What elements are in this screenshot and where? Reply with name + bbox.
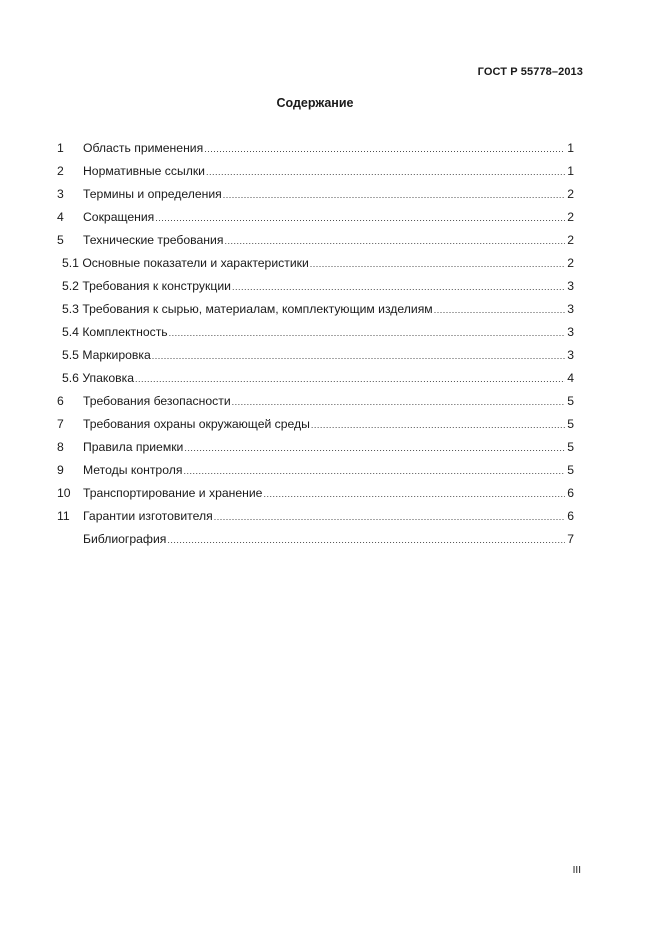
toc-leader-dots [214,512,565,522]
toc-entry-number: 1 [57,141,64,155]
toc-leader-dots [311,420,565,430]
toc-entry[interactable] [57,440,574,463]
toc-entry-page: 4 [567,371,574,385]
table-of-contents [57,141,574,555]
toc-entry-page: 1 [567,164,574,178]
toc-entry-number: 3 [57,187,64,201]
toc-entry-page: 5 [567,463,574,477]
toc-entry-label: Сокращения [83,210,155,224]
toc-entry-label: Область применения [83,141,204,155]
toc-entry-page: 3 [567,325,574,339]
toc-entry-page: 1 [567,141,574,155]
toc-entry-label: 5.3 Требования к сырью, материалам, комплектующим изделиям [62,302,433,316]
page-number: III [572,865,581,876]
toc-entry-label: Термины и определения [83,187,222,201]
toc-entry-label: Технические требования [83,233,224,247]
toc-leader-dots [167,535,565,545]
toc-leader-dots [224,236,565,246]
toc-entry-label: 5.4 Комплектность [62,325,168,339]
toc-entry-number: 6 [57,394,64,408]
toc-leader-dots [135,374,565,384]
toc-entry-page: 2 [567,256,574,270]
toc-leader-dots [232,282,565,292]
toc-leader-dots [206,167,565,177]
toc-entry[interactable] [57,141,574,164]
toc-entry[interactable] [57,233,574,256]
toc-entry-label: Библиография [83,532,167,546]
toc-entry-page: 3 [567,302,574,316]
toc-leader-dots [263,489,565,499]
toc-entry-label: 5.2 Требования к конструкции [62,279,231,293]
toc-leader-dots [434,305,565,315]
toc-subentry[interactable] [57,279,574,302]
toc-entry-number: 10 [57,486,71,500]
toc-entry-label: Гарантии изготовителя [83,509,213,523]
toc-entry-page: 6 [567,486,574,500]
toc-entry-page: 3 [567,279,574,293]
toc-entry-label: Методы контроля [83,463,183,477]
toc-leader-dots [223,190,565,200]
toc-entry-page: 3 [567,348,574,362]
toc-entry-page: 5 [567,417,574,431]
toc-entry[interactable] [57,210,574,233]
toc-entry-page: 2 [567,187,574,201]
toc-entry-label: 5.6 Упаковка [62,371,135,385]
toc-subentry[interactable] [57,302,574,325]
toc-leader-dots [155,213,565,223]
toc-subentry[interactable] [57,325,574,348]
toc-entry-number: 11 [57,509,70,523]
toc-entry-label: Нормативные ссылки [83,164,205,178]
toc-entry-label: 5.1 Основные показатели и характеристики [62,256,309,270]
toc-entry-page: 5 [567,394,574,408]
toc-entry-label: 5.5 Маркировка [62,348,151,362]
toc-entry[interactable] [57,394,574,417]
toc-entry[interactable] [57,187,574,210]
toc-entry-label: Правила приемки [83,440,184,454]
toc-entry-number: 2 [57,164,64,178]
toc-subentry[interactable] [57,256,574,279]
toc-entry-page: 2 [567,210,574,224]
toc-leader-dots [184,443,565,453]
toc-entry[interactable] [57,463,574,486]
toc-leader-dots [204,144,565,154]
toc-title: Содержание [276,96,354,110]
toc-subentry[interactable] [57,371,574,394]
toc-leader-dots [310,259,565,269]
toc-entry[interactable] [57,486,574,509]
toc-entry-page: 5 [567,440,574,454]
toc-entry-number: 8 [57,440,64,454]
toc-leader-dots [152,351,565,361]
toc-entry-number: 4 [57,210,64,224]
toc-entry[interactable] [57,417,574,440]
toc-entry-label: Требования безопасности [83,394,231,408]
toc-leader-dots [183,466,565,476]
toc-entry-page: 2 [567,233,574,247]
toc-entry-number: 7 [57,417,64,431]
toc-entry[interactable] [57,532,574,555]
toc-entry-page: 6 [567,509,574,523]
toc-entry-label: Транспортирование и хранение [83,486,263,500]
toc-entry[interactable] [57,164,574,187]
toc-leader-dots [169,328,565,338]
toc-entry-number: 5 [57,233,64,247]
document-code: ГОСТ Р 55778–2013 [477,66,583,78]
toc-entry-page: 7 [567,532,574,546]
toc-entry-label: Требования охраны окружающей среды [83,417,310,431]
toc-subentry[interactable] [57,348,574,371]
toc-leader-dots [232,397,565,407]
toc-entry[interactable] [57,509,574,532]
toc-entry-number: 9 [57,463,64,477]
